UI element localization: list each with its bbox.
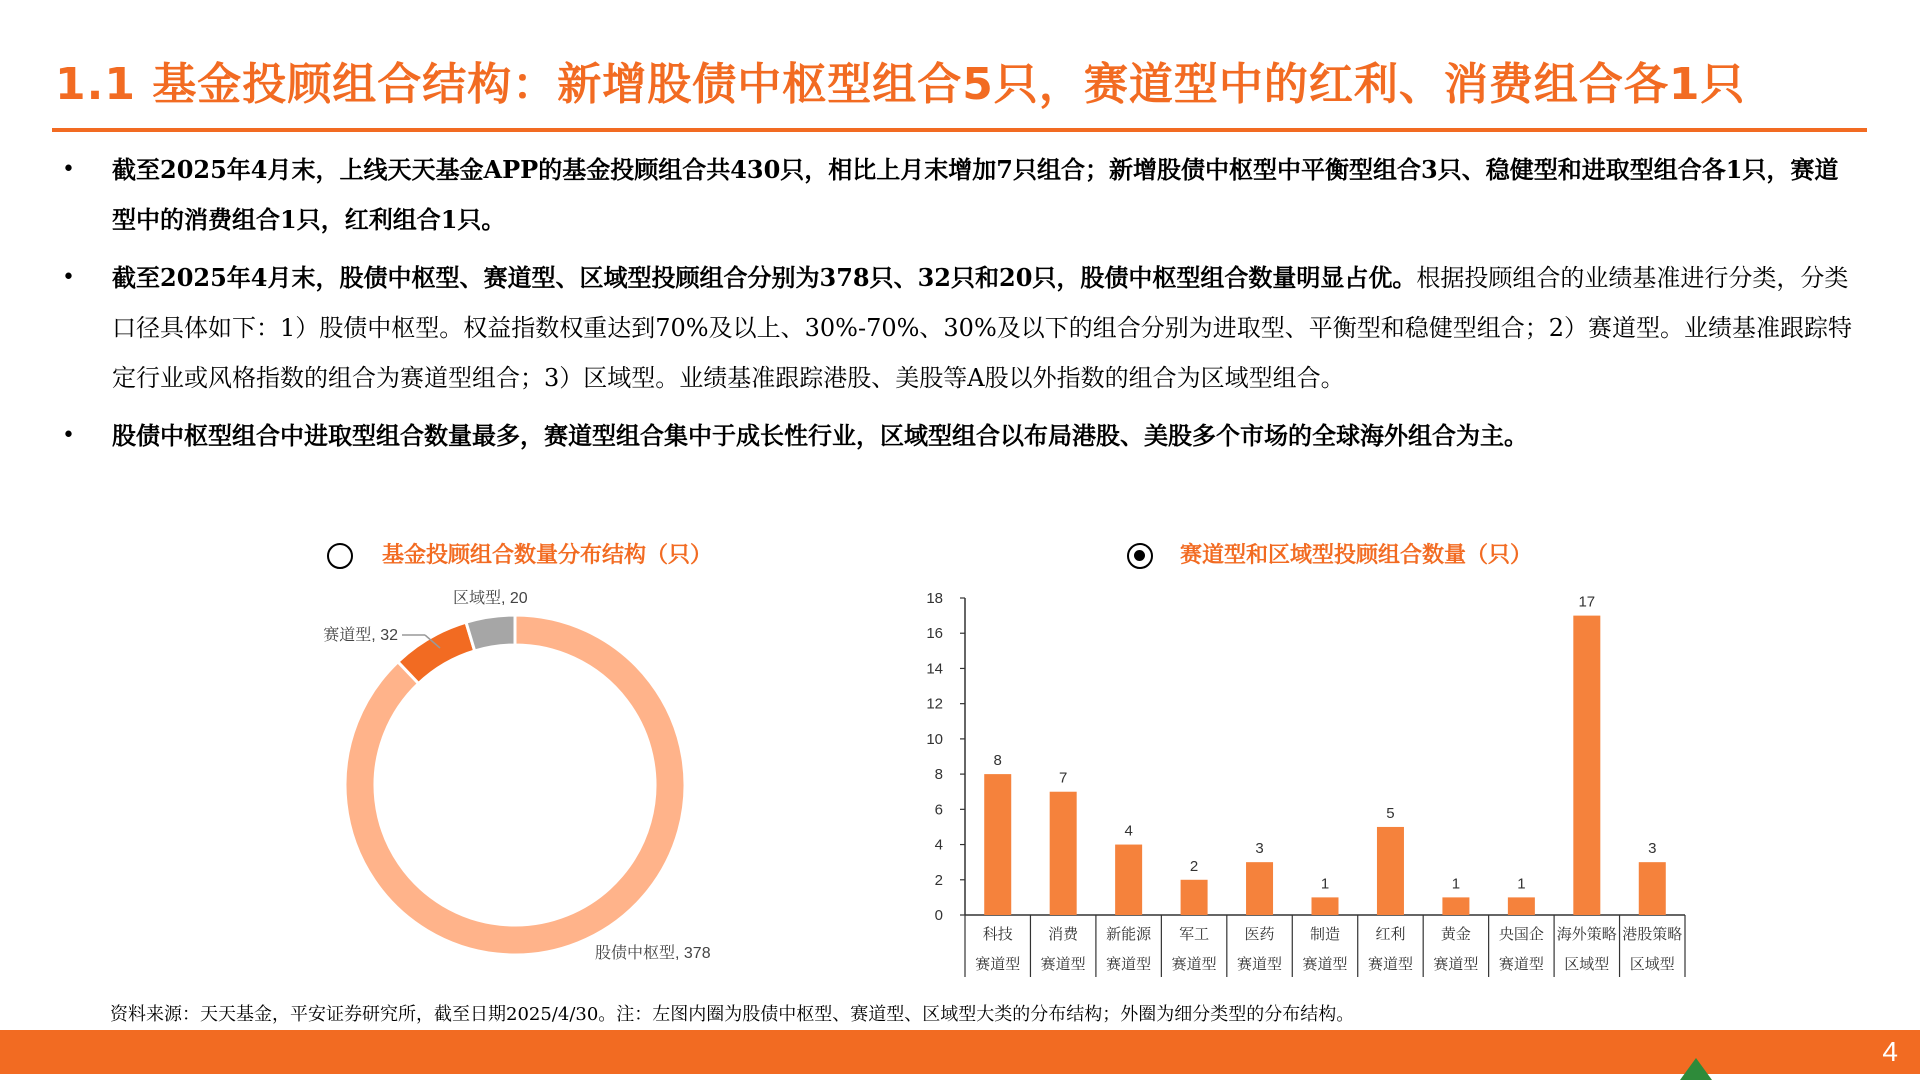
bullet-1-bold: 截至2025年4月末，上线天天基金APP的基金投顾组合共430只，相比上月末增加7只组合；新增股债中枢型中平衡型组合3只、稳健型和进取型组合各1只，赛道型中的消费组合1只，红利组合1只。 — [112, 155, 1839, 234]
bar-港股策略 — [1639, 862, 1666, 915]
bar-科技 — [984, 774, 1011, 915]
bar-value-label: 1 — [1320, 875, 1330, 893]
bar-chart-title: 赛道型和区域型投顾组合数量（只） — [1180, 542, 1533, 568]
y-tick-label: 10 — [926, 730, 943, 748]
bar-军工 — [1181, 880, 1208, 915]
donut-label-main: 股债中枢型, 378 — [595, 945, 711, 962]
y-tick-label: 18 — [926, 590, 943, 607]
bar-value-label: 1 — [1451, 875, 1461, 893]
x-category-label: 医药 — [1244, 926, 1275, 943]
bar-chart — [900, 580, 1730, 980]
y-tick-label: 12 — [926, 695, 943, 713]
y-tick-label: 8 — [934, 766, 943, 784]
bullet-list — [60, 145, 1860, 469]
bar-红利 — [1377, 827, 1404, 915]
donut-slice-3 — [466, 615, 515, 651]
x-category-label: 港股策略 — [1622, 926, 1683, 943]
bar-value-label: 7 — [1059, 769, 1068, 787]
footer-bar — [0, 1030, 1920, 1074]
bar-海外策略 — [1573, 616, 1600, 915]
bullet-item-1 — [60, 145, 1860, 245]
donut-slice-1 — [345, 615, 685, 955]
radio-empty-icon — [327, 543, 353, 569]
bullet-2-bold: 截至2025年4月末，股债中枢型、赛道型、区域型投顾组合分别为378只、32只和20只，股债中枢型组合数量明显占优。 — [112, 263, 1417, 292]
bar-value-label: 8 — [993, 752, 1002, 770]
y-tick-label: 4 — [934, 836, 943, 854]
bar-value-label: 1 — [1517, 875, 1526, 893]
title-divider — [52, 128, 1867, 132]
bar-value-label: 3 — [1255, 840, 1264, 858]
y-tick-label: 0 — [934, 907, 943, 924]
y-tick-label: 6 — [934, 801, 943, 819]
page-number: 4 — [1882, 1036, 1898, 1067]
bullet-3-bold: 股债中枢型组合中进取型组合数量最多，赛道型组合集中于成长性行业，区域型组合以布局港股、美股多个市场的全球海外组合为主。 — [112, 421, 1528, 450]
x-group-label: 赛道型 — [1171, 956, 1217, 973]
x-category-label: 黄金 — [1440, 926, 1471, 943]
x-category-label: 红利 — [1375, 926, 1406, 943]
bar-新能源 — [1115, 845, 1142, 915]
x-category-label: 新能源 — [1106, 926, 1152, 943]
logo-icon — [1680, 1058, 1712, 1080]
bullet-dot-icon: • — [62, 423, 75, 448]
bullet-dot-icon: • — [62, 265, 75, 290]
bar-value-label: 5 — [1386, 804, 1395, 822]
x-group-label: 赛道型 — [975, 956, 1021, 973]
x-group-label: 赛道型 — [1433, 956, 1479, 973]
y-tick-label: 2 — [934, 871, 943, 889]
bullet-dot-icon: • — [62, 157, 75, 182]
x-category-label: 海外策略 — [1556, 926, 1617, 943]
x-group-label: 赛道型 — [1040, 956, 1086, 973]
donut-slice-2 — [398, 622, 475, 683]
bar-制造 — [1312, 897, 1339, 915]
x-group-label: 区域型 — [1629, 956, 1675, 973]
bar-消费 — [1050, 792, 1077, 915]
x-category-label: 制造 — [1309, 926, 1341, 943]
bar-value-label: 3 — [1648, 840, 1657, 858]
bar-value-label: 4 — [1124, 822, 1133, 840]
bar-value-label: 17 — [1578, 593, 1596, 611]
bar-value-label: 2 — [1189, 857, 1199, 875]
y-tick-label: 14 — [926, 660, 943, 678]
bullet-item-3 — [60, 411, 1860, 461]
x-category-label: 消费 — [1048, 926, 1079, 943]
bar-医药 — [1246, 862, 1273, 915]
x-group-label: 赛道型 — [1302, 956, 1348, 973]
donut-label-track: 赛道型, 32 — [323, 627, 398, 644]
x-group-label: 赛道型 — [1367, 956, 1413, 973]
donut-chart-title: 基金投顾组合数量分布结构（只） — [382, 542, 713, 568]
y-tick-label: 16 — [926, 625, 943, 643]
bullet-2-text: 根据投顾组合的业绩基准进行分类，分类口径具体如下：1）股债中枢型。权益指数权重达到70%及以上、30%-70%、30%及以下的组合分别为进取型、平衡型和稳健型组合；2）赛道型。业绩基准跟踪特定行业或风格指数的组合为赛道型组合；3）区域型。业绩基准跟踪港股、美股等A股以外指数的组合为区域型组合。 — [112, 264, 1853, 392]
x-category-label: 军工 — [1179, 926, 1210, 943]
page-title: 1.1 基金投顾组合结构：新增股债中枢型组合5只，赛道型中的红利、消费组合各1只 — [55, 59, 1746, 110]
source-note: 资料来源：天天基金，平安证券研究所，截至日期2025/4/30。注：左图内圈为股债中枢型、赛道型、区域型大类的分布结构；外圈为细分类型的分布结构。 — [110, 1004, 1355, 1025]
donut-label-region: 区域型, 20 — [453, 590, 528, 607]
donut-chart — [300, 580, 780, 980]
x-group-label: 赛道型 — [1106, 956, 1152, 973]
x-category-label: 科技 — [982, 926, 1013, 943]
bullet-item-2 — [60, 253, 1860, 403]
bar-黄金 — [1442, 897, 1469, 915]
x-group-label: 区域型 — [1564, 956, 1610, 973]
x-group-label: 赛道型 — [1498, 956, 1544, 973]
x-group-label: 赛道型 — [1237, 956, 1283, 973]
radio-selected-icon — [1127, 543, 1153, 569]
x-category-label: 央国企 — [1498, 926, 1544, 943]
bar-央国企 — [1508, 897, 1535, 915]
